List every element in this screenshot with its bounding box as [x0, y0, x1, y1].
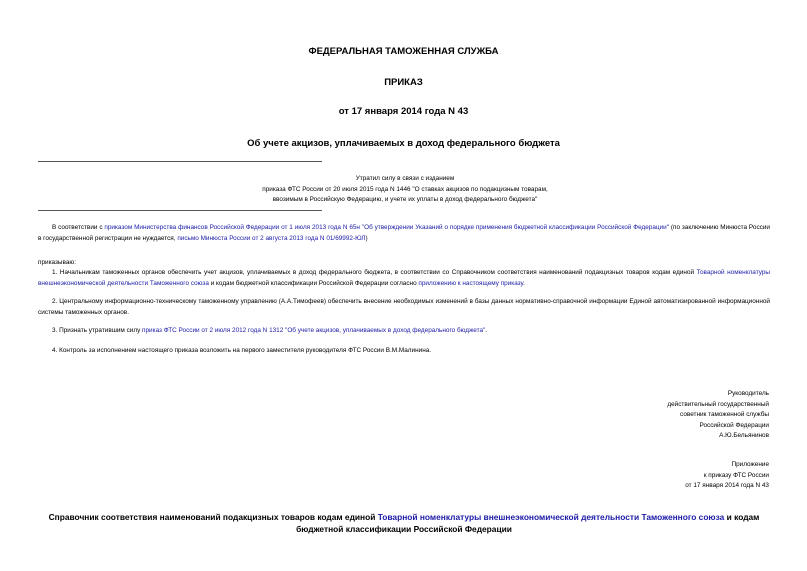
validity-note-line: ввозимым в Российскую Федерацию, и учете их уплаты в доход федерального бюджета" [272, 196, 538, 203]
item-text: . [485, 327, 488, 334]
document-date-number: от 17 января 2014 года N 43 [338, 106, 469, 117]
appendix-line: от 17 января 2014 года N 43 [685, 482, 769, 489]
signature-line: Российской Федерации [699, 421, 769, 429]
fts-order-1312-link[interactable]: приказ ФТС России от 2 июля 2012 года N 1312 "Об учете акцизов, уплачиваемых в доход федерального бюджета" [142, 327, 486, 334]
signature-line: А.Ю.Бельянинов [719, 432, 769, 439]
preamble-text: (по заключению Минюста России в государственной регистрации не нуждается, [38, 224, 770, 242]
reference-title [38, 512, 770, 535]
signature-line: действительный государственный [667, 400, 769, 408]
minfin-order-link[interactable]: приказом Министерства финансов Российской Федерации от 1 июля 2013 года N 65н "Об утверждении Указаний о порядке применения бюджетной классификации Российской Федерации" [104, 224, 669, 231]
appendix-header [469, 460, 769, 492]
document-type: ПРИКАЗ [384, 77, 423, 88]
item-text: и кодам бюджетной классификации Российской Федерации согласно [208, 279, 419, 287]
order-item-1 [38, 268, 770, 289]
order-item-4: 4. Контроль за исполнением настоящего приказа возложить на первого заместителя руководителя ФТС России В.М.Малинина. [52, 347, 432, 354]
appendix-link[interactable]: приложению к настоящему приказу [418, 279, 524, 287]
item-text: 3. Признать утратившим силу [52, 327, 143, 334]
appendix-line: к приказу ФТС России [703, 471, 769, 479]
signature-block [469, 389, 769, 442]
divider-bottom [38, 210, 322, 211]
signature-line: советник таможенной службы [680, 411, 769, 418]
preamble-text: В соответствии с [52, 224, 105, 231]
order-word: приказываю: [38, 259, 76, 266]
appendix-line: Приложение [731, 461, 769, 468]
preamble-text: ) [365, 234, 368, 242]
document-title: Об учете акцизов, уплачиваемых в доход федерального бюджета [247, 138, 560, 149]
divider-top [38, 161, 322, 162]
validity-note-line: приказа ФТС России от 20 июля 2015 года N 1446 "О ставках акцизов по подакцизным товарам, [262, 185, 548, 193]
reference-tn-ved-link[interactable]: Товарной номенклатуры внешнеэкономической деятельности Таможенного союза [377, 512, 725, 522]
agency-name: ФЕДЕРАЛЬНАЯ ТАМОЖЕННАЯ СЛУЖБА [308, 46, 499, 57]
validity-note [200, 174, 610, 206]
preamble-paragraph [38, 223, 770, 244]
order-item-2: 2. Центральному информационно-техническому таможенному управлению (А.А.Тимофеев) обеспечить внесение необходимых изменений в базы данных нормативно-справочной информации Единой автоматизированной информационной системы таможенных органов. [38, 298, 770, 316]
minjust-letter-link[interactable]: письмо Минюста России от 2 августа 2013 года N 01/69992-ЮЛ [177, 234, 366, 242]
reference-title-text: и кодам бюджетной классификации Российской Федерации [296, 512, 760, 534]
tn-ved-link[interactable]: Товарной номенклатуры внешнеэкономической деятельности Таможенного союза [38, 269, 770, 287]
order-item-3 [38, 326, 770, 337]
validity-note-line: Утратил силу в связи с изданием [355, 175, 455, 182]
item-text: 1. Начальникам таможенных органов обеспечить учет акцизов, уплачиваемых в доход федерального бюджета, в соответствии со Справочником соответствия наименований подакцизных товаров кодам единой [52, 269, 697, 276]
reference-title-text: Справочник соответствия наименований подакцизных товаров кодам единой [48, 512, 378, 522]
item-text: . [523, 279, 525, 287]
signature-line: Руководитель [727, 390, 769, 397]
